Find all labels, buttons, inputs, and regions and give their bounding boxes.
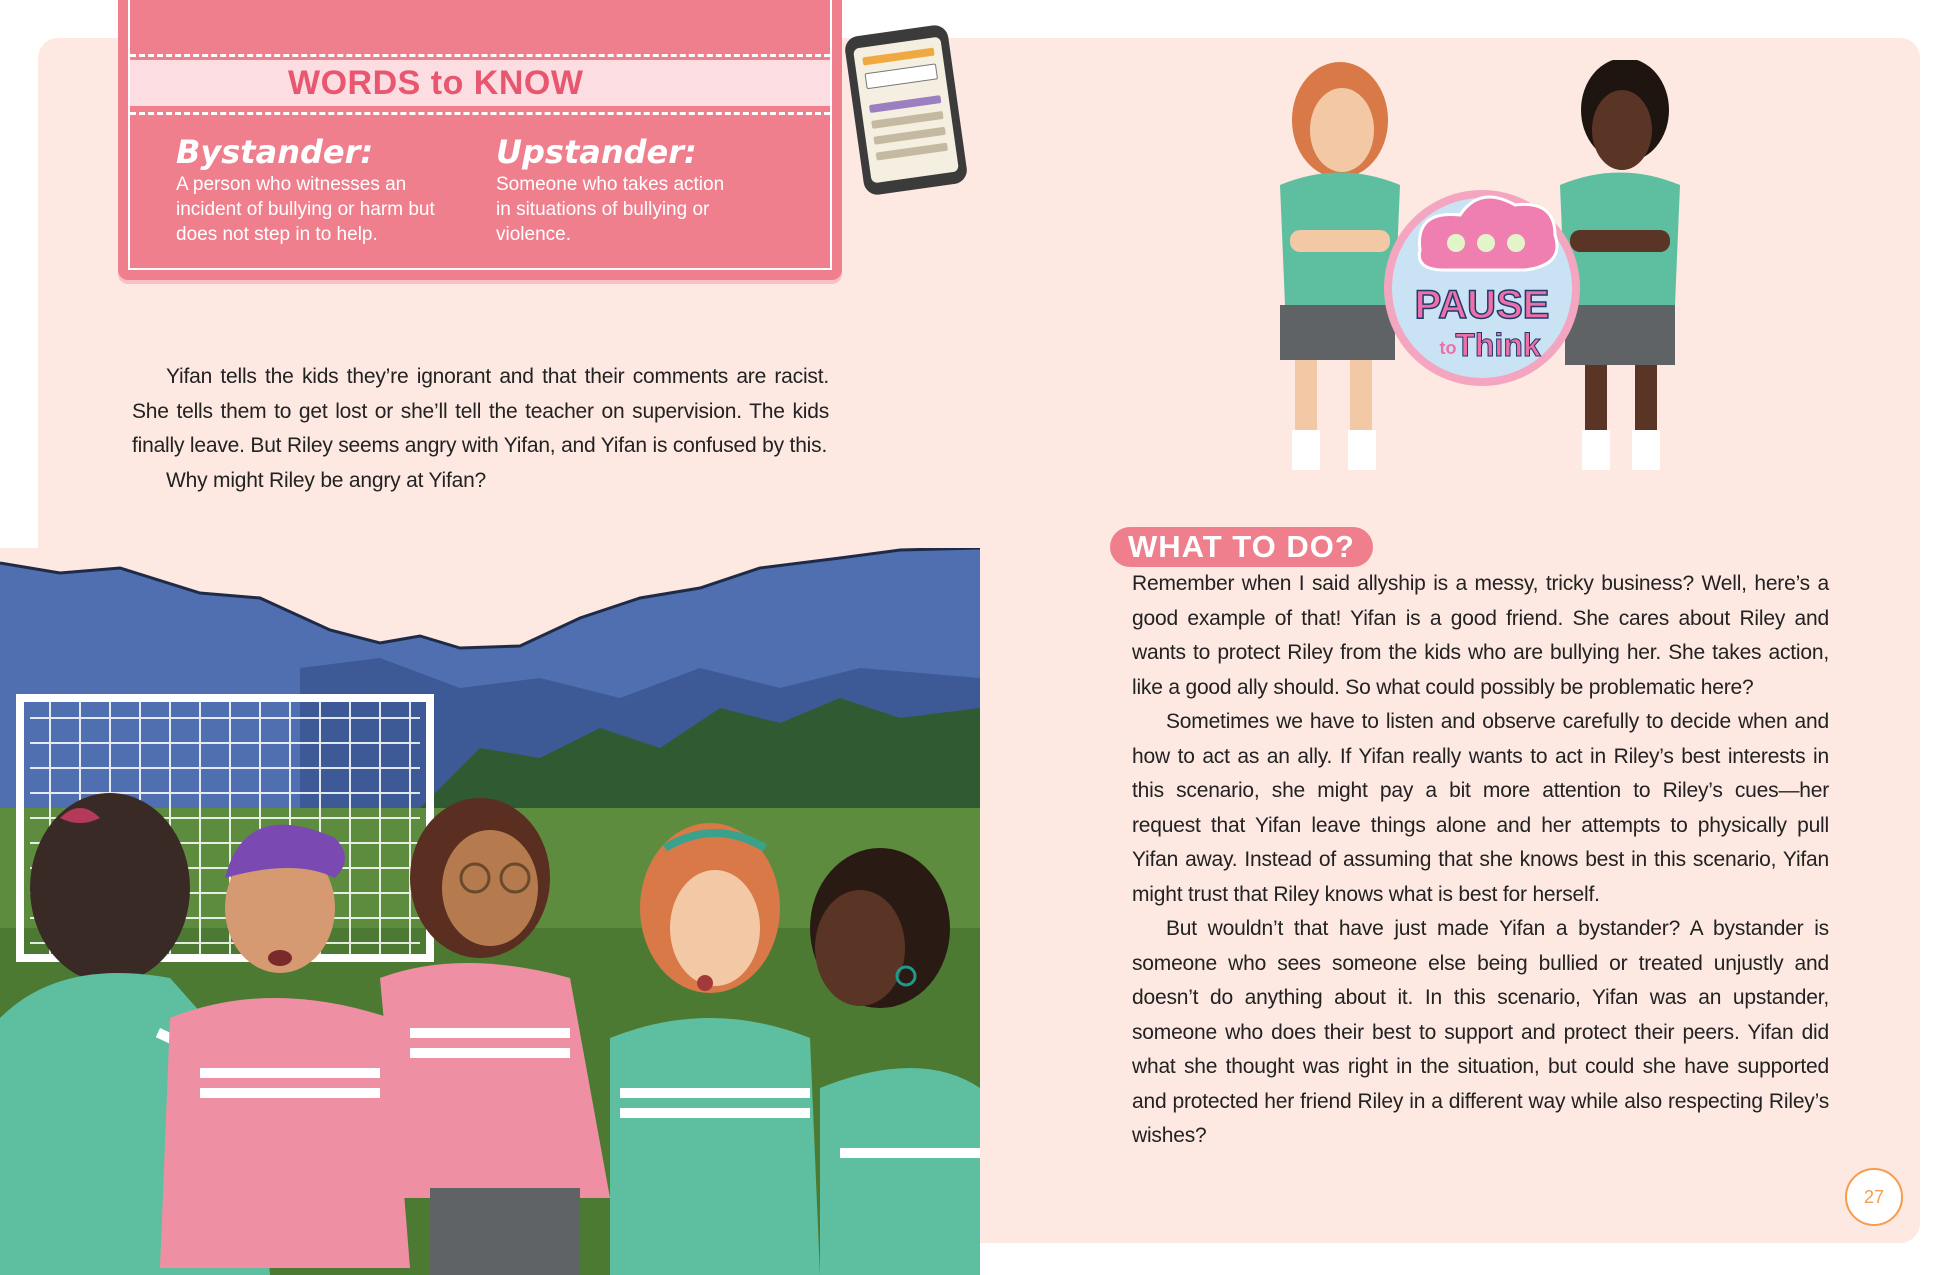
term-bystander xyxy=(176,132,476,247)
phone-search xyxy=(865,63,939,89)
story-text xyxy=(132,360,829,498)
story-question: Why might Riley be angry at Yifan? xyxy=(166,468,487,492)
pause-to-label: to xyxy=(1439,338,1457,358)
pause-think-label: Think xyxy=(1455,327,1541,363)
what-to-do-paragraph: Sometimes we have to listen and observe carefully to decide when and how to act as an ally. If Yifan really wants to act in Riley’s best interests in this scenario, she might pay a bit more attention to Riley’s cues—her request that Yifan leave things alone and her attempts to physically pull Yifan away. Instead of assuming that she knows best in this scenario, Yifan might trust that Riley knows what is best for herself. xyxy=(1132,710,1829,906)
soccer-scene-illustration xyxy=(0,548,980,1275)
term-upstander xyxy=(496,132,736,247)
page-number: 27 xyxy=(1845,1168,1903,1226)
pause-to-think-art xyxy=(1260,60,1700,500)
pause-label: PAUSE xyxy=(1414,283,1550,327)
girl-braids-arms-crossed xyxy=(1560,60,1680,470)
words-to-know-box xyxy=(118,0,842,280)
what-to-do-text xyxy=(1132,567,1829,1154)
phone-dictionary-icon xyxy=(843,24,968,197)
what-to-do-heading: WHAT TO DO? xyxy=(1110,527,1373,567)
words-to-know-title: WORDS to KNOW xyxy=(288,64,584,102)
pause-badge xyxy=(1384,190,1580,386)
divider xyxy=(130,112,830,115)
term-definition: A person who witnesses an incident of bullying or harm but does not step in to help. xyxy=(176,174,435,245)
phone-header xyxy=(862,48,934,66)
what-to-do-paragraph: Remember when I said allyship is a messy, tricky business? Well, here’s a good example of that! Yifan is a good friend. She cares about Riley and wants to protect Riley from the kids who are bullying her. She takes action, like a good ally should. So what could possibly be problematic here? xyxy=(1132,572,1829,699)
phone-line xyxy=(873,127,945,145)
story-paragraph: Yifan tells the kids they’re ignorant and that their comments are racist. She tells them to get lost or she’ll tell the teacher on supervision. The kids finally leave. But Riley seems angry with Yifan, and Yifan is confused by this. xyxy=(132,365,829,457)
what-to-do-paragraph: But wouldn’t that have just made Yifan a bystander? A bystander is someone who sees someone else being bullied or treated unjustly and doesn’t do anything about it. In this scenario, Yifan was an upstander, someone who does their best to support and protect their peers. Yifan did what she thought was right in the situation, but could she have supported and protected her friend Riley in a different way while also respecting Riley’s wishes? xyxy=(1132,917,1829,1147)
phone-line xyxy=(869,95,941,113)
term-definition: Someone who takes action in situations of bullying or violence. xyxy=(496,174,725,245)
phone-line xyxy=(871,111,943,129)
phone-screen xyxy=(853,37,959,184)
phone-line xyxy=(876,143,948,161)
girl-red-hair-arms-crossed xyxy=(1280,62,1400,470)
divider xyxy=(130,54,830,57)
term-label: Bystander: xyxy=(176,133,374,171)
term-label: Upstander: xyxy=(496,133,697,171)
